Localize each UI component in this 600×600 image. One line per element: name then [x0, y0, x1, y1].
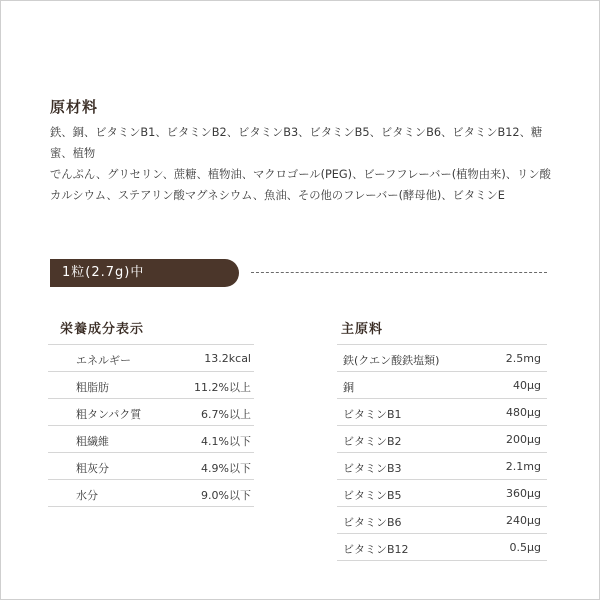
row-value: 360μg	[506, 487, 541, 500]
row-name: 水分	[76, 489, 98, 502]
table-row	[48, 480, 254, 507]
ingredients-line: でんぷん、グリセリン、蔗糖、植物油、マクロゴール(PEG)、ビーフフレーバー(植物由来)、リン酸	[50, 168, 551, 181]
row-value: 2.1mg	[505, 460, 541, 473]
row-name: ビタミンB5	[343, 489, 402, 502]
dashed-divider	[251, 272, 547, 273]
row-value: 200μg	[506, 433, 541, 446]
table-row	[337, 534, 547, 561]
row-name: 銅	[343, 381, 354, 394]
nutrition-table	[48, 344, 254, 507]
row-name: ビタミンB3	[343, 462, 402, 475]
row-name: 粗タンパク質	[76, 408, 142, 421]
table-row	[337, 480, 547, 507]
row-name: ビタミンB2	[343, 435, 402, 448]
ingredients-title: 原材料	[50, 98, 99, 116]
row-name: 粗灰分	[76, 462, 109, 475]
table-row	[337, 453, 547, 480]
table-row	[48, 372, 254, 399]
row-name: 粗繊維	[76, 435, 109, 448]
ingredients-text	[50, 122, 560, 206]
table-row	[48, 399, 254, 426]
row-value: 4.9%以下	[201, 462, 251, 475]
ingredients-line: 鉄、銅、ビタミンB1、ビタミンB2、ビタミンB3、ビタミンB5、ビタミンB6、ビタミンB12、糖蜜、植物	[50, 126, 543, 160]
main-ingredients-title: 主原料	[341, 322, 384, 337]
row-value: 480μg	[506, 406, 541, 419]
table-row	[337, 372, 547, 399]
row-value: 13.2kcal	[204, 352, 251, 365]
ingredients-line: カルシウム、ステアリン酸マグネシウム、魚油、その他のフレーバー(酵母他)、ビタミンE	[50, 189, 505, 202]
row-value: 11.2%以上	[194, 381, 251, 394]
row-value: 240μg	[506, 514, 541, 527]
table-row	[337, 426, 547, 453]
table-row	[337, 507, 547, 534]
row-name: ビタミンB1	[343, 408, 402, 421]
table-row	[337, 399, 547, 426]
row-value: 9.0%以下	[201, 489, 251, 502]
row-value: 40μg	[513, 379, 541, 392]
row-value: 0.5μg	[509, 541, 541, 554]
table-row	[337, 345, 547, 372]
row-name: 粗脂肪	[76, 381, 109, 394]
row-value: 4.1%以下	[201, 435, 251, 448]
serving-size-label: 1粒(2.7g)中	[50, 259, 239, 287]
row-value: 2.5mg	[505, 352, 541, 365]
nutrition-title: 栄養成分表示	[60, 322, 145, 337]
row-name: エネルギー	[76, 354, 131, 367]
row-name: 鉄(クエン酸鉄塩類)	[343, 354, 440, 367]
main-ingredients-table	[337, 344, 547, 561]
row-value: 6.7%以上	[201, 408, 251, 421]
table-row	[48, 426, 254, 453]
row-name: ビタミンB12	[343, 543, 409, 556]
table-row	[48, 453, 254, 480]
row-name: ビタミンB6	[343, 516, 402, 529]
table-row	[48, 345, 254, 372]
